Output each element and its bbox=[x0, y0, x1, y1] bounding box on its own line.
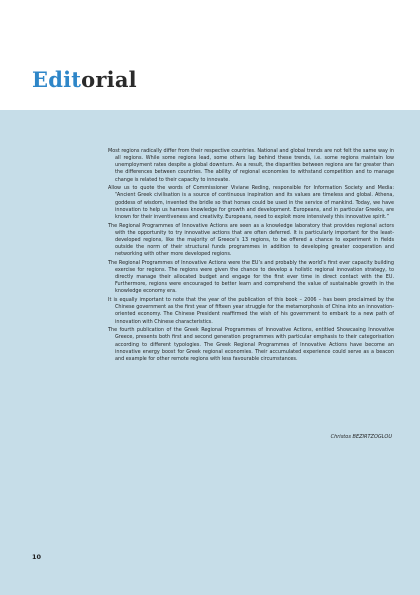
title-accent-part: Edit bbox=[32, 67, 82, 92]
paragraph: It is equally important to note that the year of the publication of this book – 2006 – has been proclaimed by the Chinese government as the first year of fifteen year struggle for the metamorphosis of China into an innovation-oriented economy. The Chinese President reaffirmed the wish of his government to embark to a new path of innovation with Chinese characteristics. bbox=[108, 297, 394, 325]
paragraph: Most regions radically differ from their respective countries. National and global trends are not felt the same way in all regions. While some regions lead, some others lag behind these trends, i.e. some regions maintain low unemployment rates despite a global downturn. As a result, the disparities between regions are far greater than the differences between countries. The ability of regional economies to withstand competition and to manage change is related to their capacity to innovate. bbox=[108, 148, 394, 183]
author-signature: Christos BEZIRTZOGLOU bbox=[330, 434, 392, 440]
paragraph: The fourth publication of the Greek Regional Programmes of Innovative Actions, entitled Showcasing Innovative Greece, presents both first and second generation programmes with particular emphasis to their categorisation according to different typologies. The Greek Regional Programmes of Innovative Actions have become an innovative energy boost for Greek regional economies. Their accumulated experience could serve as a beacon and example for other remote regions with less favourable circumstances. bbox=[108, 327, 394, 362]
paragraph: The Regional Programmes of Innovative Actions were the EU’s and probably the world’s first ever capacity building exercise for regions. The regions were given the chance to develop a holistic regional innovation strategy, to directly manage their allocated budget and engage for the first ever time in direct contact with the EU. Furthermore, regions were encouraged to better learn and comprehend the value of sustainable growth in the knowledge economy era. bbox=[108, 259, 394, 295]
paragraph: The Regional Programmes of Innovative Actions are seen as a knowledge laboratory that provides regional actors with the opportunity to try innovative actions that are often deferred. It is particularly important for the least-developed regions, like the majority of Greece’s 13 regions, to be offered a chance to experiment in fields outside the norm of their structural funds programmes in addition to developing greater cooperation and networking with other more developed regions. bbox=[108, 222, 394, 258]
page-number: 10 bbox=[32, 553, 42, 561]
paragraph: Allow us to quote the words of Commissioner Viviane Reding, responsible for Information Society and Media: “Ancient Greek civilisation is a source of continuous inspiration and its values are timeless and global. Athena, goddess of wisdom, invented the bridle so that horses could be used in the service of mankind. Today, we have innovation to help us harness knowledge for growth and development. Europeans, and in particular Greeks, are known for their inventiveness and creativity. Europeans, need to exploit more intensively this innovative spirit.” bbox=[108, 185, 394, 220]
editorial-body bbox=[108, 148, 394, 365]
page-title bbox=[32, 69, 137, 90]
title-rest-part: orial bbox=[81, 67, 137, 92]
